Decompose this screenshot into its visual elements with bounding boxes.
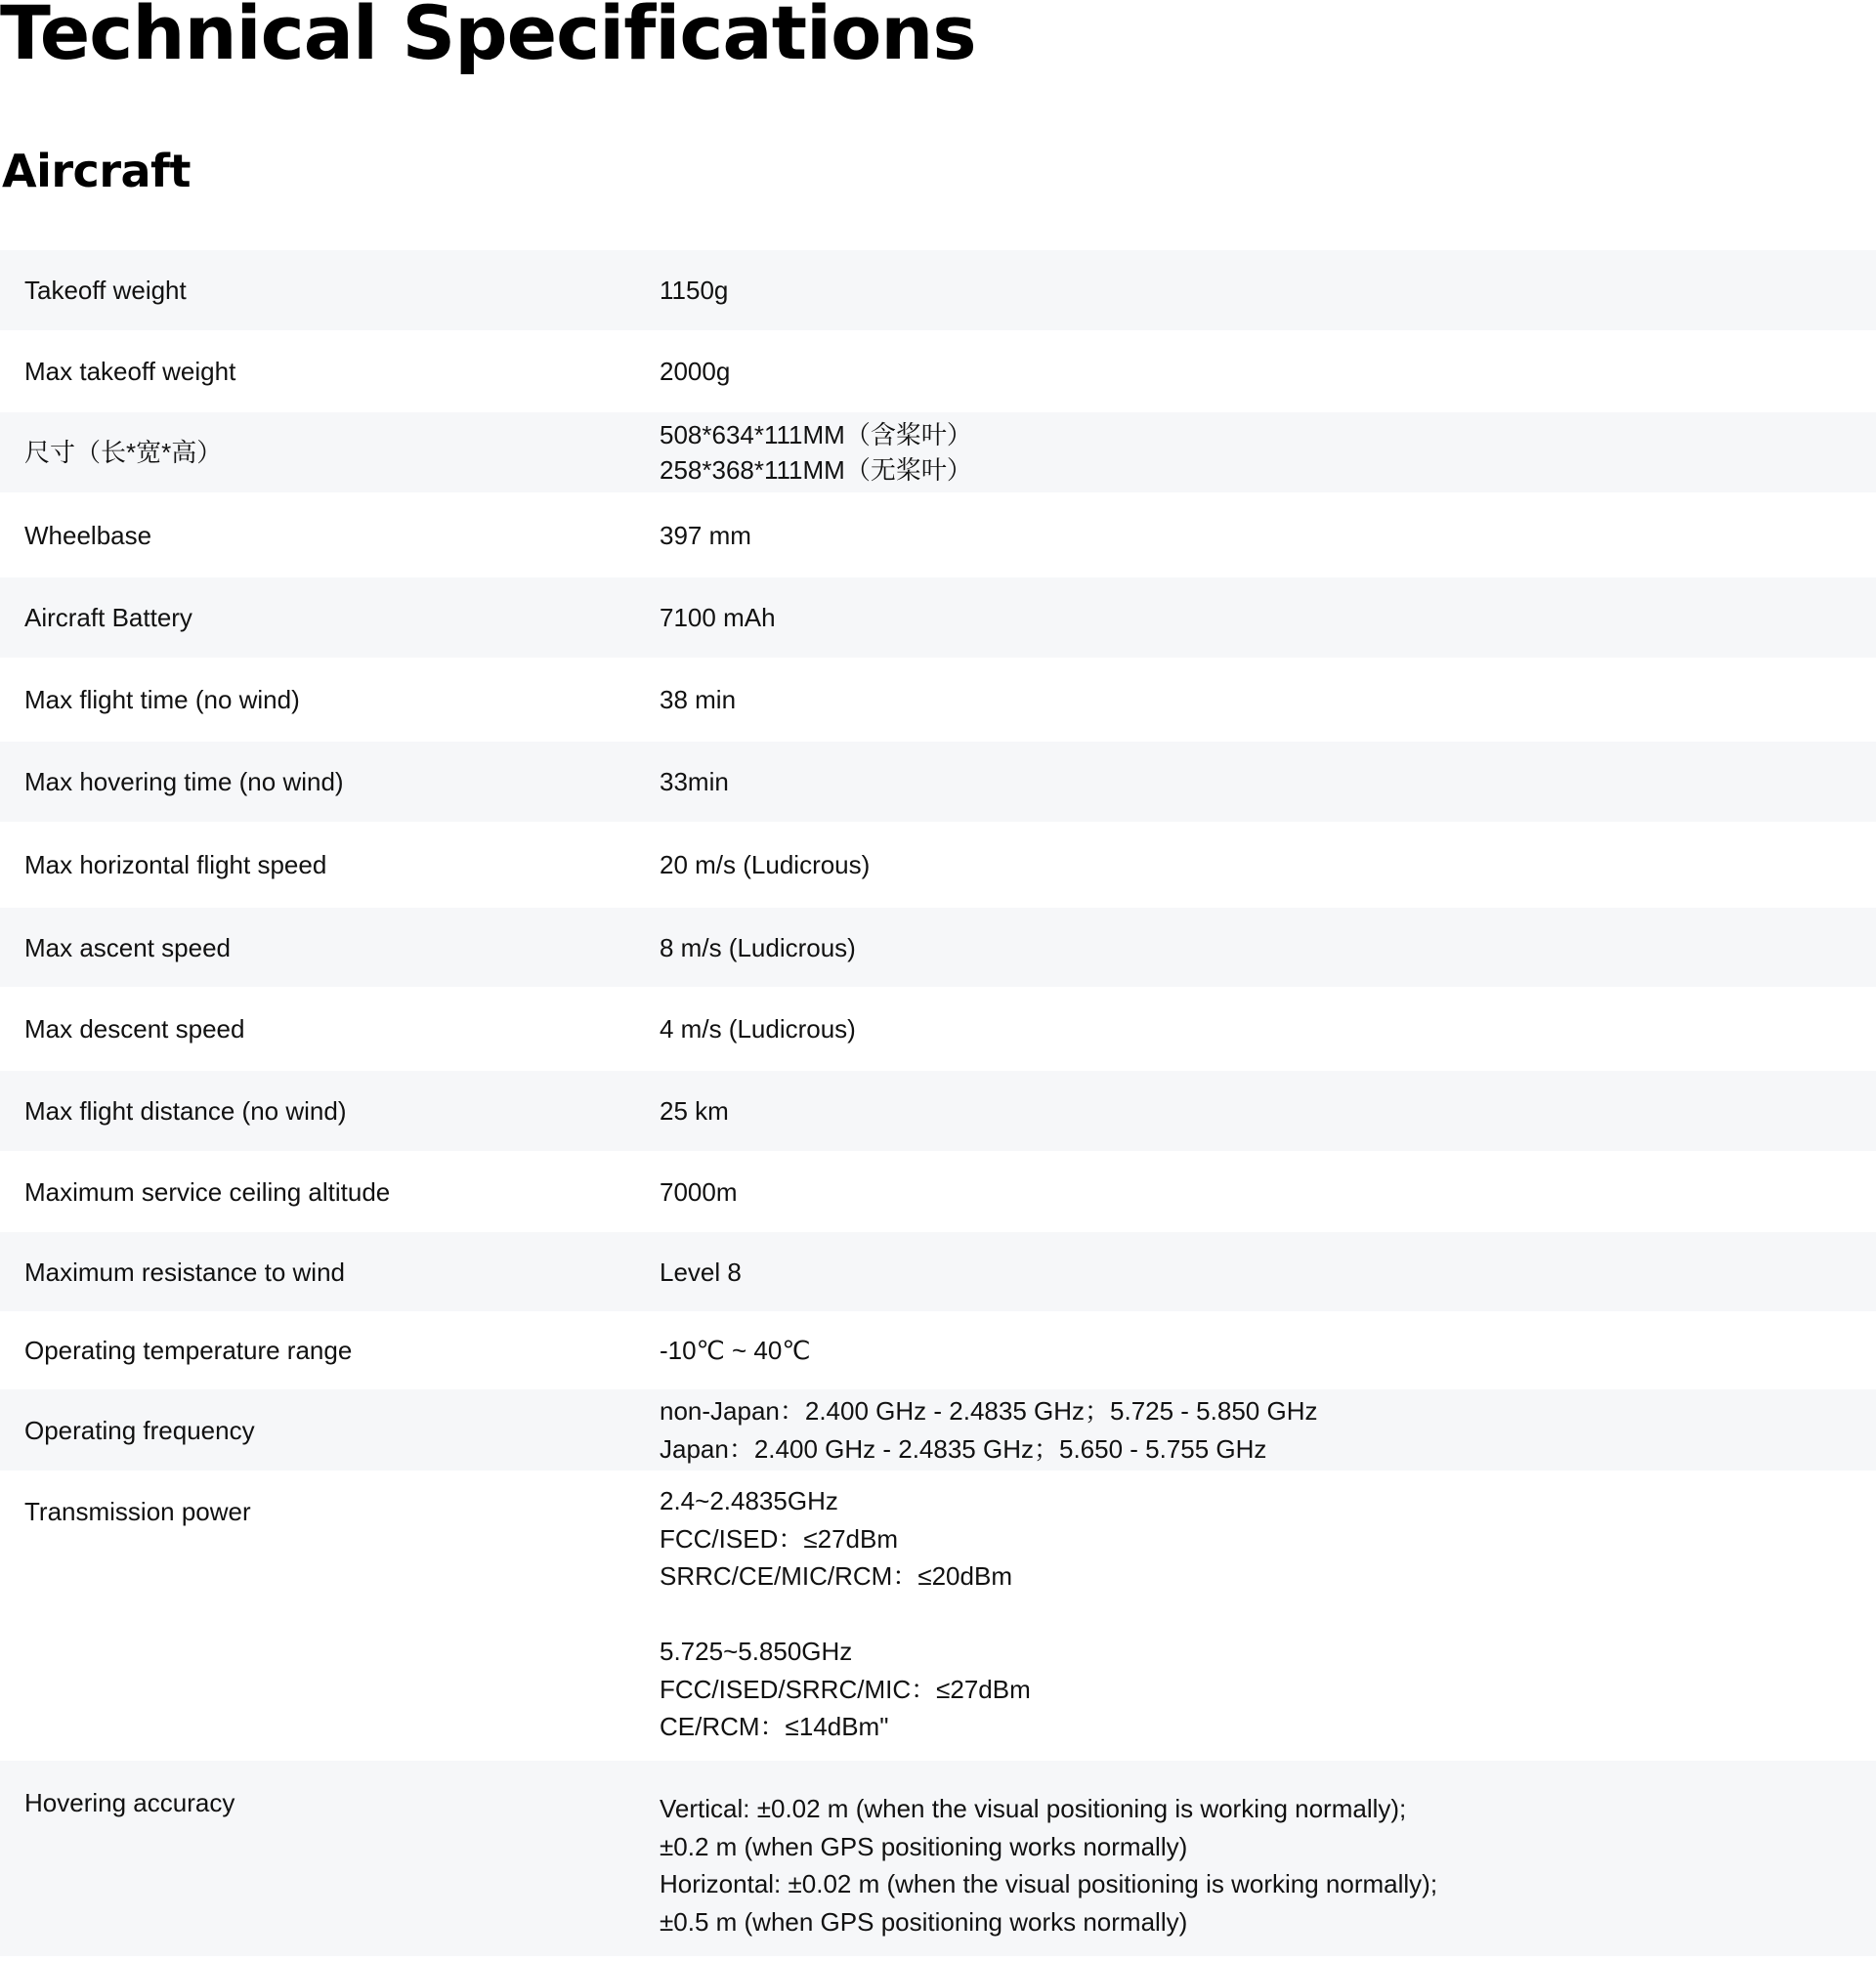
spec-row-transmission-power: [0, 1471, 1876, 1761]
spec-value-line: 7000m: [660, 1176, 738, 1207]
spec-value-line: 1150g: [660, 276, 729, 305]
page-title: Technical Specifications: [0, 0, 976, 76]
spec-value: [635, 600, 1876, 635]
spec-value-line: Vertical: ±0.02 m (when the visual positioning is working normally);: [660, 1794, 1407, 1823]
spec-row-takeoff-weight: [0, 250, 1876, 330]
spec-value: [635, 1482, 1876, 1746]
spec-row-max-takeoff-weight: [0, 330, 1876, 412]
spec-row-max-descent-speed: [0, 987, 1876, 1071]
spec-row-dimensions: [0, 412, 1876, 492]
spec-label: Max flight distance (no wind): [24, 1096, 347, 1126]
spec-label: Max hovering time (no wind): [24, 767, 344, 796]
section-title-aircraft: Aircraft: [2, 145, 192, 197]
spec-row-operating-temperature: [0, 1311, 1876, 1389]
spec-value-line: 38 min: [660, 685, 737, 714]
spec-label: Aircraft Battery: [24, 603, 192, 632]
spec-value: [635, 1784, 1876, 1940]
spec-value-line: 508*634*111MM（含桨叶）: [660, 420, 972, 449]
spec-value: [635, 1392, 1876, 1468]
spec-value-line: FCC/ISED/SRRC/MIC：≤27dBm: [660, 1674, 1031, 1704]
spec-value-line: Horizontal: ±0.02 m (when the visual positioning is working normally);: [660, 1869, 1438, 1898]
spec-label: Takeoff weight: [24, 276, 187, 305]
spec-row-operating-frequency: [0, 1389, 1876, 1471]
spec-label: Max ascent speed: [24, 932, 232, 962]
spec-value: [635, 1093, 1876, 1129]
spec-value-line: 397 mm: [660, 520, 751, 550]
spec-value: [635, 518, 1876, 553]
spec-value-line: Level 8: [660, 1257, 742, 1287]
spec-value-line: 2.4~2.4835GHz: [660, 1486, 838, 1515]
spec-table: [0, 250, 1876, 1956]
spec-label: Max descent speed: [24, 1014, 245, 1044]
spec-value: [635, 847, 1876, 882]
spec-label: Maximum service ceiling altitude: [24, 1176, 391, 1207]
spec-value-line: ±0.5 m (when GPS positioning works normally): [660, 1906, 1188, 1937]
spec-value-line: 33min: [660, 767, 729, 796]
spec-row-service-ceiling: [0, 1151, 1876, 1232]
spec-row-max-hovering-time: [0, 742, 1876, 822]
spec-value: [635, 1011, 1876, 1046]
spec-row-aircraft-battery: [0, 577, 1876, 658]
spec-row-hovering-accuracy: [0, 1761, 1876, 1956]
spec-value-line: non-Japan：2.400 GHz - 2.4835 GHz；5.725 - 5.850 GHz: [660, 1396, 1318, 1426]
spec-label: Transmission power: [24, 1497, 251, 1526]
spec-value: [635, 930, 1876, 965]
spec-value-line: 25 km: [660, 1096, 729, 1126]
spec-value: [635, 1255, 1876, 1290]
spec-label: Operating temperature range: [24, 1336, 353, 1365]
spec-row-wind-resistance: [0, 1232, 1876, 1311]
spec-value-line: 8 m/s (Ludicrous): [660, 932, 856, 962]
spec-value-line: 258*368*111MM（无桨叶）: [660, 455, 972, 485]
spec-label: Hovering accuracy: [24, 1788, 235, 1817]
spec-row-max-ascent-speed: [0, 908, 1876, 987]
spec-value-line: 20 m/s (Ludicrous): [660, 850, 871, 879]
spec-label: Operating frequency: [24, 1415, 255, 1445]
spec-value-line: SRRC/CE/MIC/RCM：≤20dBm: [660, 1561, 1012, 1591]
spec-value: [635, 764, 1876, 799]
spec-row-max-horizontal-speed: [0, 822, 1876, 908]
spec-value-line: 4 m/s (Ludicrous): [660, 1014, 856, 1044]
spec-row-max-flight-distance: [0, 1071, 1876, 1151]
spec-label: 尺寸（长*宽*高）: [24, 438, 223, 467]
spec-value-line: 5.725~5.850GHz: [660, 1637, 853, 1666]
spec-value: [635, 417, 1876, 488]
spec-value-line: CE/RCM：≤14dBm": [660, 1712, 889, 1741]
spec-value: [635, 273, 1876, 308]
spec-value-line: 7100 mAh: [660, 603, 776, 632]
spec-value: [635, 1174, 1876, 1210]
spec-value-line: -10℃ ~ 40℃: [660, 1336, 811, 1365]
spec-value: [635, 1333, 1876, 1368]
spec-value-line: [660, 1596, 1876, 1634]
spec-value: [635, 682, 1876, 717]
spec-value: [635, 354, 1876, 389]
spec-label: Max takeoff weight: [24, 357, 236, 386]
spec-label: Wheelbase: [24, 520, 152, 550]
spec-label: Maximum resistance to wind: [24, 1257, 345, 1287]
spec-label: Max flight time (no wind): [24, 685, 300, 714]
spec-value-line: Japan：2.400 GHz - 2.4835 GHz；5.650 - 5.755 GHz: [660, 1433, 1267, 1464]
spec-row-max-flight-time: [0, 658, 1876, 742]
spec-value-line: 2000g: [660, 357, 731, 386]
spec-row-wheelbase: [0, 492, 1876, 577]
spec-value-line: FCC/ISED：≤27dBm: [660, 1523, 898, 1554]
spec-label: Max horizontal flight speed: [24, 850, 327, 879]
spec-value-line: ±0.2 m (when GPS positioning works normally): [660, 1831, 1188, 1861]
